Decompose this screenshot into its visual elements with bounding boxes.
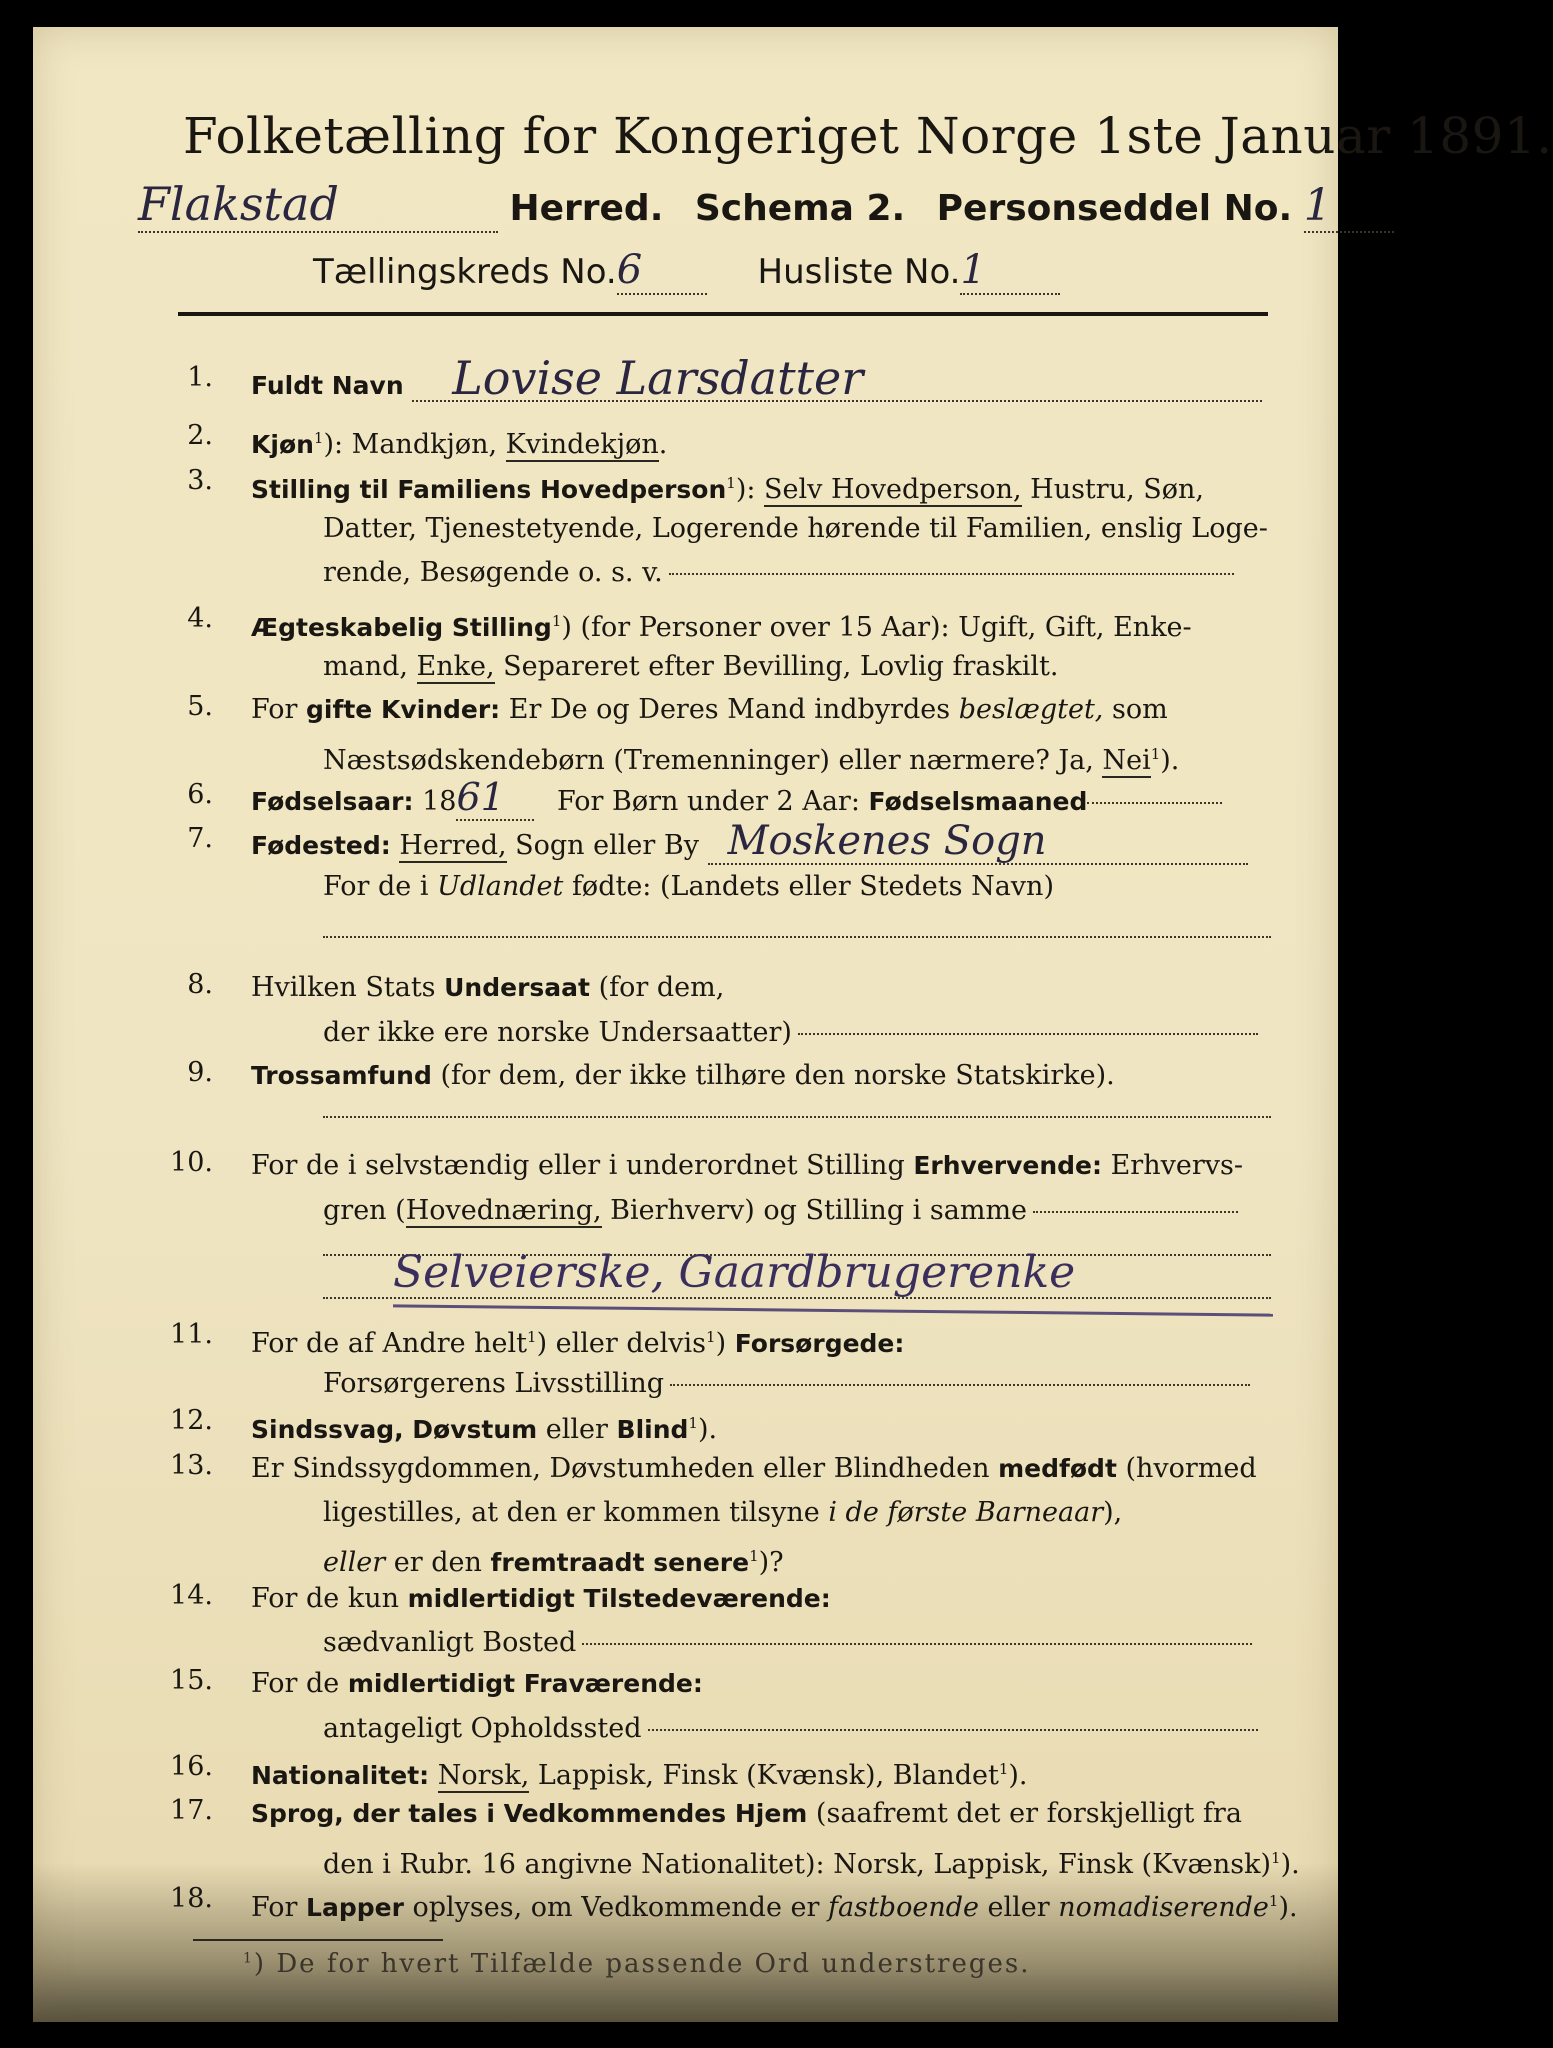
q16-end: ). bbox=[1008, 1760, 1028, 1791]
q10-line2 bbox=[323, 1189, 1238, 1232]
q17-line2-text: den i Rubr. 16 angivne Nationalitet): Norsk, Lappisk, Finsk (Kvænsk) bbox=[323, 1849, 1272, 1880]
q18-italic1: fastboende bbox=[828, 1892, 979, 1923]
q6-text: For Børn under 2 Aar: bbox=[557, 786, 860, 817]
q1-label: Fuldt Navn bbox=[251, 371, 404, 400]
q11-line2 bbox=[323, 1362, 1250, 1405]
q5-line2-text: Næstsødskendebørn (Tremenninger) eller nærmere? Ja, bbox=[323, 745, 1103, 776]
q10-number: 10. bbox=[170, 1147, 213, 1178]
q2-number: 2. bbox=[187, 420, 213, 451]
q12-label: Sindssvag, Døvstum bbox=[251, 1415, 538, 1444]
q7-label: Fødested: bbox=[251, 831, 391, 860]
q11-end: ) bbox=[715, 1328, 727, 1359]
herred-value: Flakstad bbox=[138, 177, 498, 233]
q10-answer-line bbox=[323, 1247, 1271, 1299]
q10-label: Erhvervende: bbox=[913, 1151, 1103, 1180]
q7-line2-italic: Udlandet bbox=[437, 871, 564, 902]
q16-row bbox=[251, 1748, 1027, 1797]
q5-selected-option: Nei bbox=[1102, 745, 1151, 776]
q13-italic3: eller bbox=[323, 1547, 386, 1578]
q13-line1b: (hvormed bbox=[1116, 1453, 1257, 1484]
q8-line1: (for dem, bbox=[589, 972, 725, 1003]
q7-birthplace-value: Moskenes Sogn bbox=[708, 820, 1248, 865]
q13-footnote-ref: 1 bbox=[749, 1547, 759, 1565]
q17-footnote-ref: 1 bbox=[1271, 1849, 1281, 1867]
q13-line3-text: er den bbox=[385, 1547, 491, 1578]
q7-text: Sogn eller By bbox=[506, 830, 699, 861]
q3-selected-option: Selv Hovedperson, bbox=[764, 474, 1022, 505]
herred-line bbox=[138, 177, 1394, 233]
q5-italic: beslægtet, bbox=[958, 694, 1104, 725]
q16-text: Lappisk, Finsk (Kvænsk), Blandet bbox=[529, 1760, 999, 1791]
q14-pre: For de kun bbox=[251, 1583, 408, 1614]
q15-number: 15. bbox=[170, 1665, 213, 1696]
q4-number: 4. bbox=[187, 603, 213, 634]
q8-number: 8. bbox=[187, 969, 213, 1000]
q6-number: 6. bbox=[187, 779, 213, 810]
footnote-mark: 1 bbox=[243, 1950, 254, 1967]
q4-row bbox=[251, 600, 1192, 649]
q14-row bbox=[251, 1577, 831, 1620]
kreds-line bbox=[313, 247, 1060, 295]
q3-line2: Datter, Tjenestetyende, Logerende hørende til Familien, enslig Loge- bbox=[323, 513, 1268, 544]
q6-birth-year-value: 61 bbox=[456, 776, 534, 821]
q6-row bbox=[251, 776, 1222, 823]
schema-label: Schema 2. bbox=[694, 188, 906, 229]
q8-dotted-line bbox=[798, 1032, 1258, 1035]
q3-footnote-ref: 1 bbox=[726, 474, 736, 492]
q12-row bbox=[251, 1402, 717, 1451]
q8-line2 bbox=[323, 1011, 1258, 1054]
q3-number: 3. bbox=[187, 465, 213, 496]
q13-row bbox=[251, 1447, 1257, 1490]
q11-footnote-ref-2: 1 bbox=[706, 1328, 716, 1346]
q4-selected-option: Enke, bbox=[416, 651, 495, 682]
q5-line1b: som bbox=[1103, 694, 1168, 725]
q1-number: 1. bbox=[187, 362, 213, 393]
q2-selected-option: Kvindekjøn bbox=[505, 429, 659, 460]
q17-label: Sprog, der tales i Vedkommendes Hjem bbox=[251, 1799, 808, 1828]
q2-row bbox=[251, 417, 667, 466]
q9-dotted-line bbox=[323, 1115, 1271, 1118]
q11-row bbox=[251, 1316, 904, 1365]
q10-dotted-line bbox=[1033, 1210, 1238, 1213]
q17-number: 17. bbox=[170, 1795, 213, 1826]
census-form-page bbox=[33, 27, 1553, 2022]
q11-line2-text: Forsørgerens Livsstilling bbox=[323, 1368, 665, 1399]
q10-line1b: Erhvervs- bbox=[1102, 1150, 1243, 1181]
q1-row bbox=[251, 351, 1262, 407]
q13-end: )? bbox=[758, 1547, 784, 1578]
tellingskreds-value: 6 bbox=[617, 247, 707, 295]
q14-line2 bbox=[323, 1621, 1252, 1664]
q18-number: 18. bbox=[170, 1883, 213, 1914]
q6-year-prefix: 18 bbox=[422, 786, 457, 817]
q2-footnote-ref: 1 bbox=[313, 429, 324, 447]
q15-pre: For de bbox=[251, 1668, 348, 1699]
q17-line1: (saafremt det er forskjelligt fra bbox=[807, 1798, 1242, 1829]
q3-label: Stilling til Familiens Hovedperson bbox=[251, 475, 727, 504]
q15-row bbox=[251, 1662, 703, 1705]
q2-text: ): Mandkjøn, bbox=[323, 429, 506, 460]
q5-label: gifte Kvinder: bbox=[306, 695, 501, 724]
q7-line2b: fødte: (Landets eller Stedets Navn) bbox=[563, 871, 1054, 902]
q13-line2-text: ligestilles, at den er kommen tilsyne bbox=[323, 1497, 829, 1528]
q1-full-name-value: Lovise Larsdatter bbox=[412, 357, 1262, 402]
q10-line2a: gren ( bbox=[323, 1195, 406, 1226]
q13-italic2: i de første Barneaar bbox=[828, 1497, 1104, 1528]
q2-end: . bbox=[658, 429, 668, 460]
q3-line3 bbox=[323, 551, 1234, 594]
q9-label: Trossamfund bbox=[251, 1061, 432, 1090]
q5-pre: For bbox=[251, 694, 307, 725]
q11-label: Forsørgede: bbox=[734, 1329, 905, 1358]
q12-end: ). bbox=[697, 1414, 718, 1445]
q12-label2: Blind bbox=[616, 1415, 689, 1444]
q13-line1: Er Sindssygdommen, Døvstumheden eller Blindheden bbox=[251, 1453, 999, 1484]
husliste-label: Husliste No. bbox=[757, 252, 961, 292]
q16-footnote-ref: 1 bbox=[998, 1760, 1009, 1778]
q7-row bbox=[251, 820, 1248, 867]
q5-row bbox=[251, 688, 1168, 731]
q11-dotted-line bbox=[670, 1383, 1250, 1386]
q6-label: Fødselsaar: bbox=[251, 787, 414, 816]
q9-text: (for dem, der ikke tilhøre den norske Statskirke). bbox=[431, 1060, 1115, 1091]
personseddel-value: 1 bbox=[1304, 180, 1394, 233]
q15-label: midlertidigt Fraværende: bbox=[347, 1669, 703, 1698]
q14-dotted-line bbox=[582, 1642, 1252, 1645]
q7-line2a: For de i bbox=[323, 871, 438, 902]
q8-label: Undersaat bbox=[444, 973, 590, 1002]
tellingskreds-label: Tællingskreds No. bbox=[313, 252, 617, 292]
q9-row bbox=[251, 1054, 1115, 1097]
q3-line3-text: rende, Besøgende o. s. v. bbox=[323, 557, 663, 588]
q6-label2: Fødselsmaaned bbox=[868, 787, 1088, 816]
personseddel-label: Personseddel No. bbox=[936, 188, 1293, 229]
q11-mid: ) eller delvis bbox=[536, 1328, 707, 1359]
q18-end: ). bbox=[1278, 1892, 1298, 1923]
q18-italic2: nomadiserende bbox=[1058, 1892, 1269, 1923]
q7-selected-option: Herred, bbox=[399, 830, 507, 861]
q18-pre: For bbox=[251, 1892, 307, 1923]
q7-line2 bbox=[323, 865, 1054, 908]
q9-number: 9. bbox=[187, 1057, 213, 1088]
q17-line2 bbox=[323, 1837, 1300, 1886]
q15-line2 bbox=[323, 1707, 1258, 1750]
q18-row bbox=[251, 1880, 1298, 1929]
q4-line1: ) (for Personer over 15 Aar): Ugift, Gift, Enke- bbox=[561, 612, 1192, 643]
q18-mid: eller bbox=[978, 1892, 1059, 1923]
q13-bold1: medfødt bbox=[998, 1454, 1117, 1483]
q4-label: Ægteskabelig Stilling bbox=[251, 613, 552, 642]
q13-bold3: fremtraadt senere bbox=[490, 1548, 750, 1577]
q3-text-a: ): bbox=[735, 474, 765, 505]
q14-label: midlertidigt Tilstedeværende: bbox=[407, 1584, 831, 1613]
q10-selected-option: Hovednæring, bbox=[405, 1195, 602, 1226]
header-rule bbox=[178, 312, 1268, 316]
q14-line2-text: sædvanligt Bosted bbox=[323, 1627, 577, 1658]
q10-occupation-value: Selveierske, Gaardbrugerenke bbox=[393, 1247, 1076, 1298]
q8-pre: Hvilken Stats bbox=[251, 972, 445, 1003]
q8-line2-text: der ikke ere norske Undersaatter) bbox=[323, 1017, 792, 1048]
q10-row bbox=[251, 1144, 1243, 1187]
q18-footnote-ref: 1 bbox=[1268, 1892, 1279, 1910]
q4-line2a: mand, bbox=[323, 651, 417, 682]
q13-line2b: ), bbox=[1103, 1497, 1123, 1528]
q10-line2b: Bierhverv) og Stilling i samme bbox=[601, 1195, 1028, 1226]
q13-line2 bbox=[323, 1491, 1122, 1534]
husliste-value: 1 bbox=[960, 247, 1060, 295]
q17-end: ). bbox=[1280, 1849, 1300, 1880]
q2-label: Kjøn bbox=[251, 430, 314, 459]
q4-line2 bbox=[323, 645, 1058, 688]
q11-footnote-ref-1: 1 bbox=[527, 1328, 537, 1346]
q11-text: For de af Andre helt bbox=[251, 1328, 528, 1359]
q3-dotted-line bbox=[669, 572, 1234, 575]
q12-footnote-ref: 1 bbox=[688, 1414, 698, 1432]
q4-line2b: Separeret efter Bevilling, Lovlig fraskilt. bbox=[494, 651, 1059, 682]
q8-row bbox=[251, 966, 724, 1009]
q11-number: 11. bbox=[170, 1319, 213, 1350]
q5-footnote-ref: 1 bbox=[1150, 745, 1161, 763]
q16-label: Nationalitet: bbox=[251, 1761, 430, 1790]
q14-number: 14. bbox=[170, 1580, 213, 1611]
q12-mid: eller bbox=[537, 1414, 617, 1445]
q6-dotted-line bbox=[1087, 801, 1222, 804]
footnote-text: ) De for hvert Tilfælde passende Ord understreges. bbox=[253, 1949, 1031, 1979]
q16-selected-option: Norsk, bbox=[437, 1760, 530, 1791]
herred-label: Herred. bbox=[509, 188, 664, 229]
q12-number: 12. bbox=[170, 1405, 213, 1436]
q5-end: ). bbox=[1160, 745, 1180, 776]
q10-pre: For de i selvstændig eller i underordnet Stilling bbox=[251, 1150, 914, 1181]
q15-line2-text: antageligt Opholdssted bbox=[323, 1713, 642, 1744]
q3-text-b: Hustru, Søn, bbox=[1021, 474, 1204, 505]
q7-dotted-line bbox=[323, 935, 1271, 938]
q5-line1: Er De og Deres Mand indbyrdes bbox=[500, 694, 959, 725]
q3-row bbox=[251, 462, 1204, 511]
q7-number: 7. bbox=[187, 823, 213, 854]
q13-number: 13. bbox=[170, 1450, 213, 1481]
q15-dotted-line bbox=[648, 1728, 1258, 1731]
q10-ink-underline bbox=[393, 1304, 1273, 1316]
q18-text: oplyses, om Vedkommende er bbox=[403, 1892, 828, 1923]
q17-row bbox=[251, 1792, 1242, 1835]
form-title: Folketælling for Kongeriget Norge 1ste Januar 1891. bbox=[183, 107, 1553, 165]
q16-number: 16. bbox=[170, 1751, 213, 1782]
footnote-rule bbox=[193, 1939, 443, 1941]
footnote bbox=[243, 1949, 1031, 1979]
q5-number: 5. bbox=[187, 691, 213, 722]
q5-line2 bbox=[323, 733, 1179, 782]
q4-footnote-ref: 1 bbox=[551, 612, 562, 630]
q18-label: Lapper bbox=[306, 1893, 404, 1922]
